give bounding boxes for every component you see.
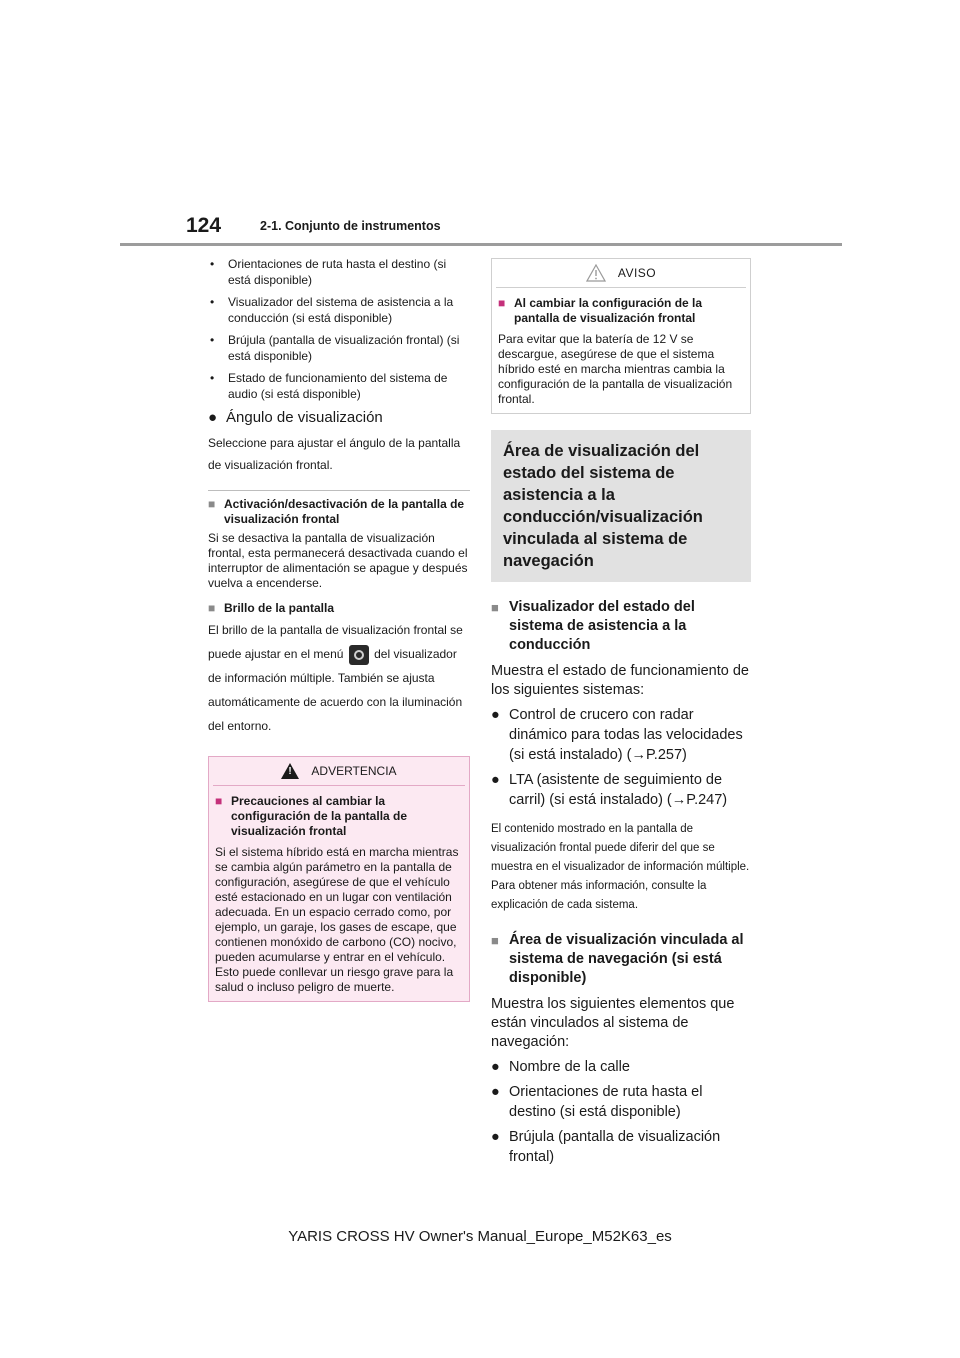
driving-intro: Muestra el estado de funcionamiento de los siguientes sistemas: [491, 663, 749, 698]
list-item: ● LTA (asistente de seguimiento de carril) (si está instalado) (→P.247) [491, 772, 728, 808]
notice-box [491, 258, 751, 414]
header-divider [120, 243, 842, 246]
nav-heading: ■ Área de visualización vinculada al sistema de navegación (si está disponible) [491, 932, 744, 986]
notice-triangle-icon [586, 264, 606, 282]
square-bullet-icon: ■ [208, 601, 216, 615]
notice-text: Para evitar que la batería de 12 V se descargue, asegúrese de que el sistema híbrido esté en marcha mientras cambia la configuración de la pantalla de visualización frontal. [498, 332, 733, 406]
activation-text: Si se desactiva la pantalla de visualización frontal, esta permanecerá desactivada cuando el interruptor de alimentación se apague y después vuelva a encenderse. [208, 531, 468, 590]
bullet-dot-icon: ● [208, 409, 218, 426]
bullet-dot-icon: ● [491, 1084, 500, 1100]
list-item: • Brújula (pantalla de visualización frontal) (si está disponible) [210, 333, 460, 363]
bullet-dot-icon: ● [491, 1129, 500, 1145]
right-column [491, 258, 751, 1167]
warning-heading: ■ Precauciones al cambiar la configuración de la pantalla de visualización frontal [215, 794, 408, 838]
list-item: • Visualizador del sistema de asistencia a la conducción (si está disponible) [210, 295, 454, 325]
settings-gear-icon [349, 645, 369, 665]
square-bullet-icon: ■ [498, 296, 506, 310]
square-bullet-icon: ■ [215, 794, 223, 808]
notice-title: AVISO [492, 259, 750, 287]
nav-intro: Muestra los siguientes elementos que están vinculados al sistema de navegación: [491, 996, 735, 1050]
section-heading: Área de visualización del estado del sistema de asistencia a la conducción/visualización vinculada al sistema de navegación [491, 430, 751, 582]
driving-note: El contenido mostrado en la pantalla de visualización frontal puede diferir del que se muestra en el visualizador de información múltiple. Para obtener más información, consulte la explicación de cada sistema. [491, 823, 750, 911]
left-column [208, 256, 470, 1002]
driving-assist-heading: ■ Visualizador del estado del sistema de asistencia a la conducción [491, 599, 695, 653]
activation-heading: ■ Activación/desactivación de la pantalla de visualización frontal [208, 497, 465, 526]
warning-title: ! ADVERTENCIA [209, 757, 469, 785]
section-title: 2-1. Conjunto de instrumentos [260, 219, 441, 233]
angle-text: Seleccione para ajustar el ángulo de la pantalla de visualización frontal. [208, 436, 461, 472]
bullet-dot-icon: ● [491, 707, 500, 723]
brightness-text: El brillo de la pantalla de visualización frontal se puede ajustar en el menú del visualizador de información múltiple. También se ajusta automáticamente de acuerdo con la iluminación del entorno. [208, 623, 463, 733]
square-bullet-icon: ■ [491, 600, 499, 615]
bullet-dot-icon: ● [491, 1059, 500, 1075]
divider [208, 490, 470, 491]
list-item: • Estado de funcionamiento del sistema de audio (si está disponible) [210, 371, 448, 401]
list-item: • Orientaciones de ruta hasta el destino (si está disponible) [210, 257, 447, 287]
list-item: ● Orientaciones de ruta hasta el destino (si está disponible) [491, 1084, 703, 1120]
page-number: 124 [186, 214, 222, 237]
warning-box [208, 756, 470, 1002]
list-item: ● Brújula (pantalla de visualización frontal) [491, 1129, 721, 1165]
notice-heading: ■ Al cambiar la configuración de la pantalla de visualización frontal [498, 296, 703, 325]
list-item: ● Control de crucero con radar dinámico para todas las velocidades (si está instalado) (→P.257) [491, 707, 743, 763]
page-footer: YARIS CROSS HV Owner's Manual_Europe_M52K63_es [288, 1228, 672, 1245]
list-item: ● Nombre de la calle [491, 1059, 630, 1075]
warning-triangle-icon: ! [281, 763, 299, 779]
square-bullet-icon: ■ [491, 933, 499, 948]
brightness-heading: ■ Brillo de la pantalla [208, 601, 335, 615]
bullet-dot-icon: ● [491, 772, 500, 788]
warning-text: Si el sistema híbrido está en marcha mientras se cambia algún parámetro en la pantalla de configuración, asegúrese de que el vehículo esté estacionado en un lugar con ventilación adecuada. En un espacio cerrado como, por ejemplo, un garaje, los gases de escape, que contienen monóxido de carbono (CO) nocivo, pueden acumularse y entrar en el vehículo. Esto puede conllevar un riesgo grave para la salud o incluso peligro de muerte. [215, 845, 459, 994]
square-bullet-icon: ■ [208, 497, 216, 511]
angle-heading: ● Ángulo de visualización [208, 409, 383, 426]
